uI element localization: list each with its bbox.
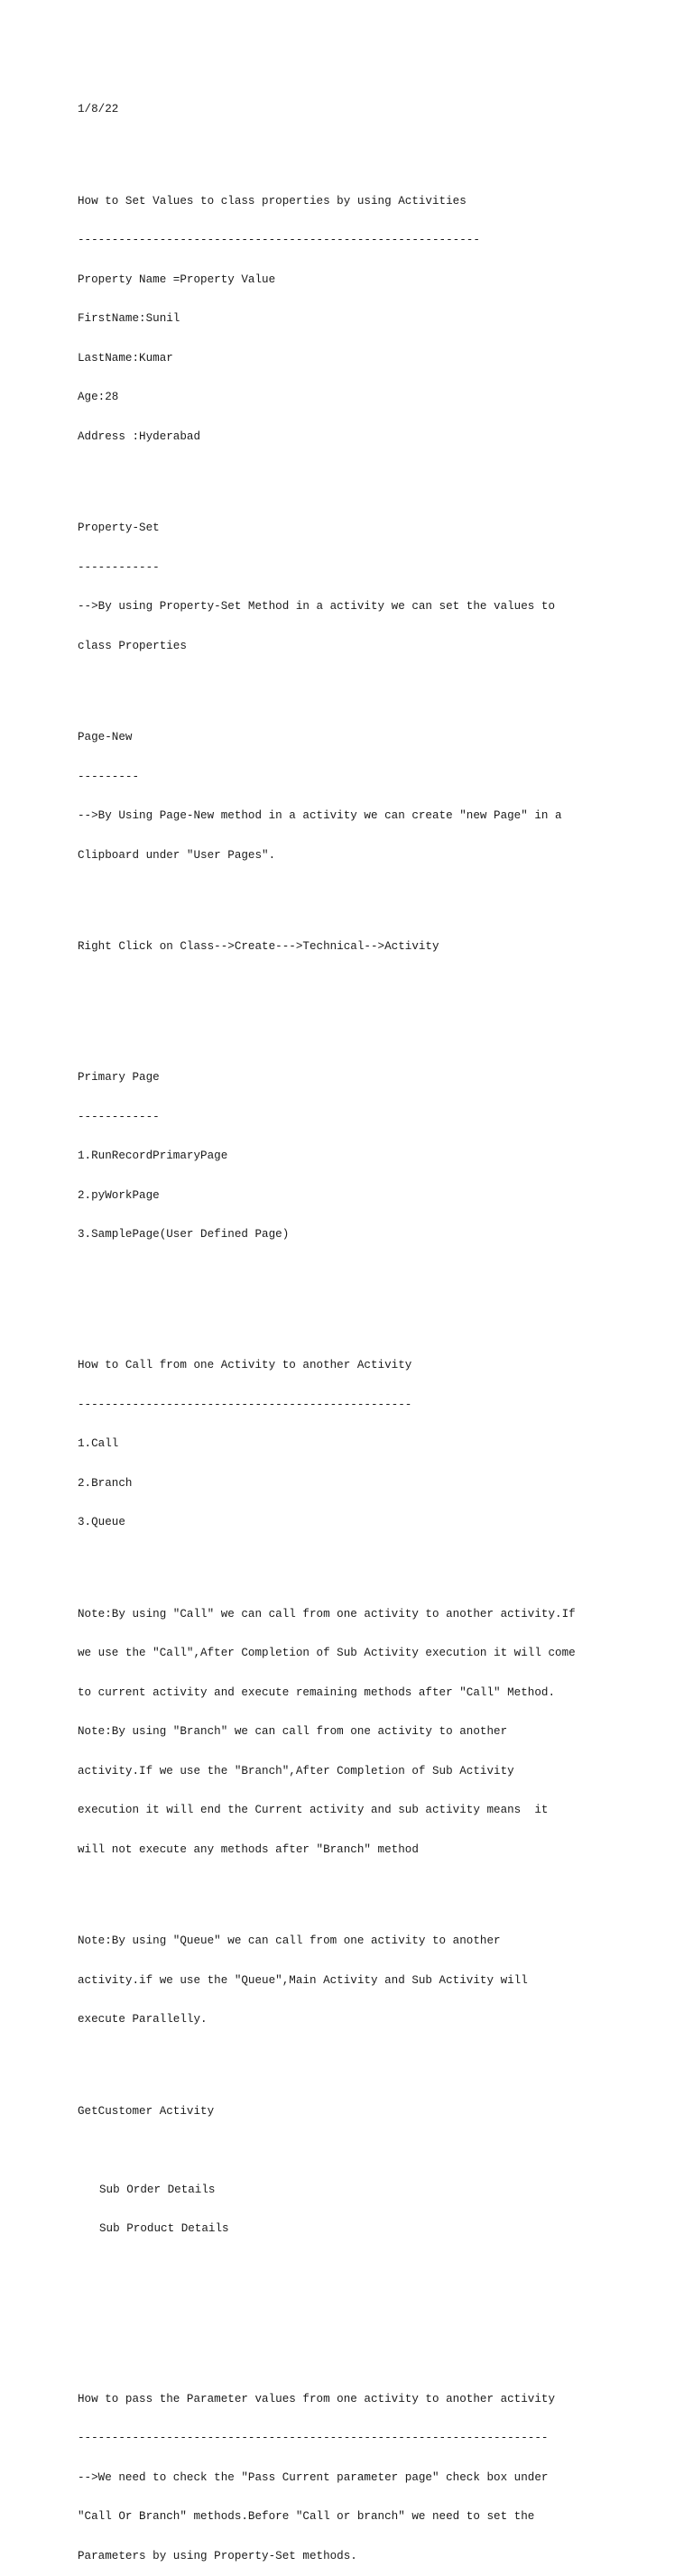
text-line: Right Click on Class-->Create--->Technical-->Activity [78,940,439,953]
spacer [78,143,655,156]
heading-rule: ----------------------------------------------------------- [78,234,480,246]
spacer [78,888,655,901]
text-line: -->We need to check the "Pass Current parameter page" check box under [78,2470,549,2484]
list-item: 1.RunRecordPrimaryPage [78,1150,228,1162]
section-heading: How to Call from one Activity to another Activity [78,1359,412,1371]
date-line: 1/8/22 [78,103,119,115]
text-line: Property Name =Property Value [78,272,276,286]
spacer [78,1882,655,1896]
text-line: Parameters by using Property-Set methods. [78,2549,357,2562]
spacer [78,469,655,483]
heading-rule: --------- [78,770,140,783]
heading-rule: ------------------------------------------------- [78,1398,412,1411]
spacer [78,679,655,692]
note-line: execution it will end the Current activity and sub activity means it [78,1804,549,1816]
section-heading: How to pass the Parameter values from one activity to another activity [78,2392,556,2405]
text-line: -->By Using Page-New method in a activity we can create "new Page" in a [78,809,562,822]
section-heading: Page-New [78,731,133,743]
spacer [78,980,655,993]
text-line: "Call Or Branch" methods.Before "Call or branch" we need to set the [78,2510,535,2523]
text-line: FirstName:Sunil [78,312,180,325]
document-page [78,77,655,2576]
list-item: Sub Order Details [99,2183,216,2196]
text-line: class Properties [78,639,187,652]
note-line: activity.If we use the "Branch",After Completion of Sub Activity [78,1764,514,1777]
spacer [78,2053,655,2066]
text-line: Age:28 [78,391,119,403]
text-line: Address :Hyderabad [78,429,201,443]
section-heading: Primary Page [78,1071,160,1084]
list-item: Sub Product Details [99,2222,229,2235]
section-heading: How to Set Values to class properties by using Activities [78,194,467,208]
text-line: LastName:Kumar [78,351,173,365]
text-line: Clipboard under "User Pages". [78,848,276,862]
heading-rule: ------------ [78,560,160,574]
spacer [78,1019,655,1032]
note-line: will not execute any methods after "Branch" method [78,1842,419,1856]
note-line: Note:By using "Call" we can call from one activity to another activity.If [78,1607,576,1620]
note-line: to current activity and execute remaining methods after "Call" Method. [78,1685,556,1699]
list-item: 3.SamplePage(User Defined Page) [78,1228,290,1241]
note-line: Note:By using "Queue" we can call from one activity to another [78,1934,501,1947]
heading-rule: ------------ [78,1110,160,1123]
list-item: 2.pyWorkPage [78,1188,160,1202]
spacer [78,1306,655,1320]
spacer [78,2341,655,2354]
text-line: -->By using Property-Set Method in a activity we can set the values to [78,600,556,613]
section-heading: Property-Set [78,522,160,534]
list-item: 3.Queue [78,1516,125,1528]
note-line: Note:By using "Branch" we can call from one activity to another [78,1725,508,1738]
note-line: execute Parallelly. [78,2013,208,2026]
spacer [78,1268,655,1281]
section-heading: GetCustomer Activity [78,2104,215,2118]
heading-rule: --------------------------------------------------------------------- [78,2432,549,2444]
spacer [78,2144,655,2157]
note-line: we use the "Call",After Completion of Sub Activity execution it will come [78,1647,576,1659]
spacer [78,1556,655,1569]
list-item: 1.Call [78,1437,119,1450]
spacer [78,2262,655,2276]
list-item: 2.Branch [78,1476,133,1490]
note-line: activity.if we use the "Queue",Main Activity and Sub Activity will [78,1973,528,1987]
spacer [78,2301,655,2314]
